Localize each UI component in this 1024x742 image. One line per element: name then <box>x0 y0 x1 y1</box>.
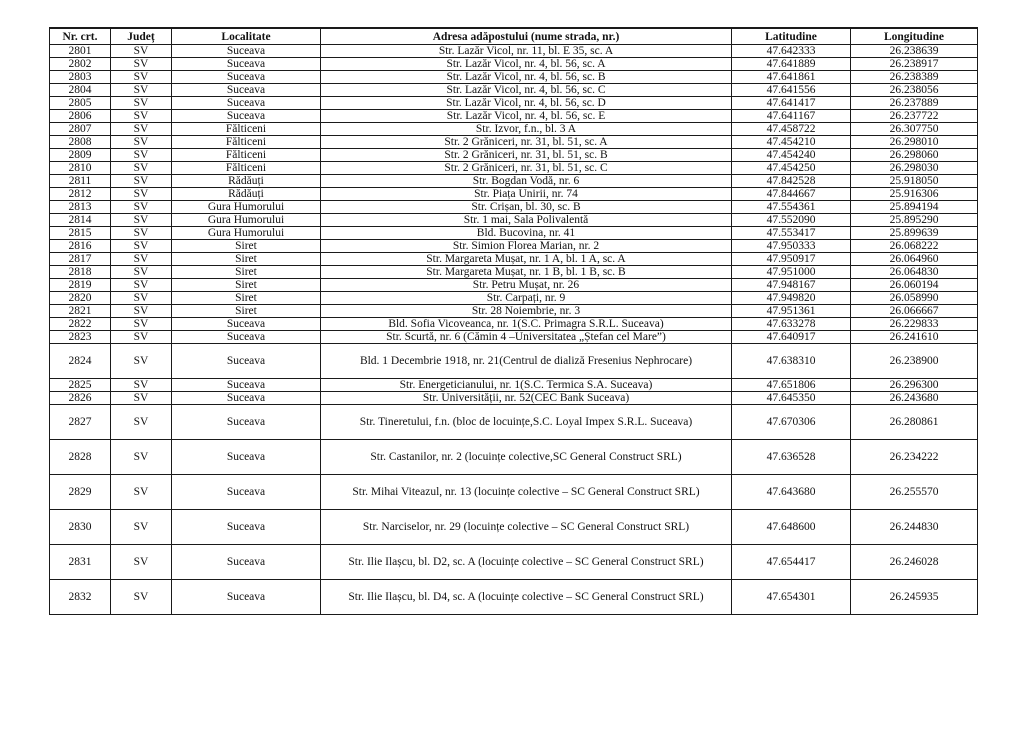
cell-longitudine: 26.246028 <box>851 545 978 580</box>
cell-adresa: Str. Lazăr Vicol, nr. 4, bl. 56, sc. E <box>321 110 732 123</box>
cell-adresa: Str. Simion Florea Marian, nr. 2 <box>321 240 732 253</box>
cell-localitate: Siret <box>172 305 321 318</box>
cell-latitudine: 47.641861 <box>732 71 851 84</box>
table-row <box>50 123 978 136</box>
cell-adresa: Str. Mihai Viteazul, nr. 13 (locuințe colective – SC General Construct SRL) <box>321 475 732 510</box>
cell-adresa: Str. Crișan, bl. 30, sc. B <box>321 201 732 214</box>
cell-localitate: Suceava <box>172 58 321 71</box>
cell-judet: SV <box>111 379 172 392</box>
cell-judet: SV <box>111 149 172 162</box>
cell-latitudine: 47.641167 <box>732 110 851 123</box>
cell-judet: SV <box>111 392 172 405</box>
cell-latitudine: 47.950917 <box>732 253 851 266</box>
cell-nr-crt: 2801 <box>50 45 111 58</box>
cell-adresa: Str. Lazăr Vicol, nr. 4, bl. 56, sc. D <box>321 97 732 110</box>
table-row <box>50 175 978 188</box>
cell-localitate: Suceava <box>172 545 321 580</box>
cell-nr-crt: 2802 <box>50 58 111 71</box>
cell-longitudine: 26.241610 <box>851 331 978 344</box>
cell-nr-crt: 2814 <box>50 214 111 227</box>
cell-judet: SV <box>111 227 172 240</box>
cell-judet: SV <box>111 188 172 201</box>
header-localitate: Localitate <box>172 28 321 45</box>
cell-adresa: Str. Energeticianului, nr. 1(S.C. Termica S.A. Suceava) <box>321 379 732 392</box>
cell-localitate: Rădăuți <box>172 175 321 188</box>
cell-latitudine: 47.950333 <box>732 240 851 253</box>
cell-longitudine: 26.238389 <box>851 71 978 84</box>
table-row <box>50 318 978 331</box>
cell-longitudine: 26.064960 <box>851 253 978 266</box>
cell-localitate: Suceava <box>172 45 321 58</box>
cell-localitate: Suceava <box>172 580 321 615</box>
cell-judet: SV <box>111 279 172 292</box>
cell-longitudine: 26.058990 <box>851 292 978 305</box>
cell-adresa: Str. Margareta Mușat, nr. 1 A, bl. 1 A, sc. A <box>321 253 732 266</box>
cell-judet: SV <box>111 97 172 110</box>
table-row <box>50 201 978 214</box>
cell-nr-crt: 2831 <box>50 545 111 580</box>
table-row <box>50 71 978 84</box>
cell-localitate: Suceava <box>172 84 321 97</box>
cell-longitudine: 26.245935 <box>851 580 978 615</box>
cell-nr-crt: 2818 <box>50 266 111 279</box>
cell-latitudine: 47.645350 <box>732 392 851 405</box>
cell-localitate: Suceava <box>172 405 321 440</box>
cell-adresa: Str. Petru Mușat, nr. 26 <box>321 279 732 292</box>
cell-latitudine: 47.554361 <box>732 201 851 214</box>
cell-adresa: Str. Lazăr Vicol, nr. 11, bl. E 35, sc. A <box>321 45 732 58</box>
cell-longitudine: 26.068222 <box>851 240 978 253</box>
cell-localitate: Rădăuți <box>172 188 321 201</box>
table-row <box>50 162 978 175</box>
cell-judet: SV <box>111 475 172 510</box>
cell-longitudine: 26.280861 <box>851 405 978 440</box>
table-row <box>50 279 978 292</box>
cell-latitudine: 47.633278 <box>732 318 851 331</box>
cell-adresa: Str. Castanilor, nr. 2 (locuințe colective,SC General Construct SRL) <box>321 440 732 475</box>
cell-judet: SV <box>111 58 172 71</box>
cell-longitudine: 26.238917 <box>851 58 978 71</box>
cell-adresa: Str. Lazăr Vicol, nr. 4, bl. 56, sc. C <box>321 84 732 97</box>
cell-latitudine: 47.951361 <box>732 305 851 318</box>
cell-judet: SV <box>111 123 172 136</box>
cell-nr-crt: 2816 <box>50 240 111 253</box>
cell-adresa: Bld. 1 Decembrie 1918, nr. 21(Centrul de dializă Fresenius Nephrocare) <box>321 344 732 379</box>
cell-adresa: Str. 28 Noiembrie, nr. 3 <box>321 305 732 318</box>
cell-nr-crt: 2813 <box>50 201 111 214</box>
cell-localitate: Suceava <box>172 71 321 84</box>
table-row <box>50 110 978 123</box>
cell-longitudine: 26.229833 <box>851 318 978 331</box>
cell-longitudine: 26.238639 <box>851 45 978 58</box>
table-row <box>50 440 978 475</box>
cell-longitudine: 26.307750 <box>851 123 978 136</box>
cell-judet: SV <box>111 580 172 615</box>
shelter-table <box>49 27 978 615</box>
cell-adresa: Str. Margareta Mușat, nr. 1 B, bl. 1 B, sc. B <box>321 266 732 279</box>
cell-latitudine: 47.670306 <box>732 405 851 440</box>
cell-localitate: Siret <box>172 292 321 305</box>
cell-latitudine: 47.654301 <box>732 580 851 615</box>
cell-localitate: Suceava <box>172 344 321 379</box>
cell-longitudine: 26.298010 <box>851 136 978 149</box>
cell-localitate: Suceava <box>172 331 321 344</box>
cell-localitate: Suceava <box>172 440 321 475</box>
cell-longitudine: 26.238900 <box>851 344 978 379</box>
cell-judet: SV <box>111 292 172 305</box>
cell-latitudine: 47.654417 <box>732 545 851 580</box>
cell-judet: SV <box>111 136 172 149</box>
cell-judet: SV <box>111 214 172 227</box>
cell-localitate: Siret <box>172 253 321 266</box>
cell-judet: SV <box>111 318 172 331</box>
header-judet: Județ <box>111 28 172 45</box>
cell-latitudine: 47.454250 <box>732 162 851 175</box>
cell-judet: SV <box>111 266 172 279</box>
cell-adresa: Str. Bogdan Vodă, nr. 6 <box>321 175 732 188</box>
table-row <box>50 344 978 379</box>
cell-nr-crt: 2824 <box>50 344 111 379</box>
cell-judet: SV <box>111 110 172 123</box>
cell-judet: SV <box>111 71 172 84</box>
cell-nr-crt: 2830 <box>50 510 111 545</box>
cell-longitudine: 26.255570 <box>851 475 978 510</box>
cell-localitate: Suceava <box>172 510 321 545</box>
cell-longitudine: 26.060194 <box>851 279 978 292</box>
cell-longitudine: 26.066667 <box>851 305 978 318</box>
cell-longitudine: 26.064830 <box>851 266 978 279</box>
cell-longitudine: 26.234222 <box>851 440 978 475</box>
cell-localitate: Suceava <box>172 318 321 331</box>
cell-nr-crt: 2826 <box>50 392 111 405</box>
cell-localitate: Siret <box>172 266 321 279</box>
cell-longitudine: 26.243680 <box>851 392 978 405</box>
cell-latitudine: 47.641889 <box>732 58 851 71</box>
table-row <box>50 240 978 253</box>
cell-localitate: Fălticeni <box>172 149 321 162</box>
cell-adresa: Str. Lazăr Vicol, nr. 4, bl. 56, sc. A <box>321 58 732 71</box>
cell-adresa: Str. Lazăr Vicol, nr. 4, bl. 56, sc. B <box>321 71 732 84</box>
cell-longitudine: 26.298030 <box>851 162 978 175</box>
header-adresa: Adresa adăpostului (nume strada, nr.) <box>321 28 732 45</box>
cell-latitudine: 47.454240 <box>732 149 851 162</box>
cell-latitudine: 47.949820 <box>732 292 851 305</box>
table-row <box>50 84 978 97</box>
cell-judet: SV <box>111 331 172 344</box>
table-row <box>50 58 978 71</box>
cell-longitudine: 25.894194 <box>851 201 978 214</box>
table-row <box>50 510 978 545</box>
cell-adresa: Str. Ilie Ilașcu, bl. D4, sc. A (locuințe colective – SC General Construct SRL) <box>321 580 732 615</box>
table-row <box>50 580 978 615</box>
cell-longitudine: 25.916306 <box>851 188 978 201</box>
cell-nr-crt: 2832 <box>50 580 111 615</box>
cell-adresa: Str. Ilie Ilașcu, bl. D2, sc. A (locuințe colective – SC General Construct SRL) <box>321 545 732 580</box>
table-row <box>50 331 978 344</box>
table-row <box>50 292 978 305</box>
cell-judet: SV <box>111 175 172 188</box>
cell-latitudine: 47.642333 <box>732 45 851 58</box>
cell-latitudine: 47.948167 <box>732 279 851 292</box>
cell-judet: SV <box>111 305 172 318</box>
cell-localitate: Fălticeni <box>172 162 321 175</box>
cell-longitudine: 25.895290 <box>851 214 978 227</box>
cell-judet: SV <box>111 201 172 214</box>
cell-judet: SV <box>111 45 172 58</box>
cell-adresa: Str. Izvor, f.n., bl. 3 A <box>321 123 732 136</box>
cell-longitudine: 26.237889 <box>851 97 978 110</box>
cell-nr-crt: 2804 <box>50 84 111 97</box>
cell-nr-crt: 2827 <box>50 405 111 440</box>
cell-localitate: Gura Humorului <box>172 227 321 240</box>
cell-judet: SV <box>111 545 172 580</box>
cell-nr-crt: 2817 <box>50 253 111 266</box>
cell-longitudine: 25.918050 <box>851 175 978 188</box>
cell-latitudine: 47.643680 <box>732 475 851 510</box>
cell-nr-crt: 2823 <box>50 331 111 344</box>
cell-judet: SV <box>111 440 172 475</box>
cell-nr-crt: 2803 <box>50 71 111 84</box>
cell-adresa: Str. 2 Grăniceri, nr. 31, bl. 51, sc. A <box>321 136 732 149</box>
cell-adresa: Str. 2 Grăniceri, nr. 31, bl. 51, sc. C <box>321 162 732 175</box>
cell-latitudine: 47.641556 <box>732 84 851 97</box>
table-row <box>50 227 978 240</box>
cell-adresa: Str. Tineretului, f.n. (bloc de locuințe,S.C. Loyal Impex S.R.L. Suceava) <box>321 405 732 440</box>
cell-judet: SV <box>111 162 172 175</box>
cell-latitudine: 47.844667 <box>732 188 851 201</box>
cell-localitate: Fălticeni <box>172 136 321 149</box>
cell-localitate: Suceava <box>172 379 321 392</box>
cell-latitudine: 47.651806 <box>732 379 851 392</box>
cell-adresa: Str. 2 Grăniceri, nr. 31, bl. 51, sc. B <box>321 149 732 162</box>
cell-latitudine: 47.636528 <box>732 440 851 475</box>
header-nr-crt: Nr. crt. <box>50 28 111 45</box>
cell-nr-crt: 2806 <box>50 110 111 123</box>
cell-longitudine: 26.296300 <box>851 379 978 392</box>
cell-nr-crt: 2805 <box>50 97 111 110</box>
cell-latitudine: 47.638310 <box>732 344 851 379</box>
cell-adresa: Str. Carpați, nr. 9 <box>321 292 732 305</box>
cell-nr-crt: 2828 <box>50 440 111 475</box>
cell-nr-crt: 2809 <box>50 149 111 162</box>
cell-nr-crt: 2821 <box>50 305 111 318</box>
table-row <box>50 545 978 580</box>
header-longitudine: Longitudine <box>851 28 978 45</box>
table-row <box>50 405 978 440</box>
cell-longitudine: 25.899639 <box>851 227 978 240</box>
cell-nr-crt: 2807 <box>50 123 111 136</box>
cell-judet: SV <box>111 253 172 266</box>
cell-adresa: Str. Piața Unirii, nr. 74 <box>321 188 732 201</box>
cell-latitudine: 47.641417 <box>732 97 851 110</box>
cell-judet: SV <box>111 240 172 253</box>
cell-localitate: Suceava <box>172 97 321 110</box>
table-row <box>50 149 978 162</box>
cell-adresa: Str. Scurtă, nr. 6 (Cămin 4 –Universitatea „Ștefan cel Mare”) <box>321 331 732 344</box>
cell-longitudine: 26.238056 <box>851 84 978 97</box>
table-row <box>50 305 978 318</box>
cell-latitudine: 47.458722 <box>732 123 851 136</box>
table-row <box>50 253 978 266</box>
table-row <box>50 97 978 110</box>
cell-localitate: Suceava <box>172 392 321 405</box>
cell-nr-crt: 2822 <box>50 318 111 331</box>
cell-nr-crt: 2825 <box>50 379 111 392</box>
table-header-row <box>50 28 978 45</box>
table-row <box>50 475 978 510</box>
cell-adresa: Bld. Sofia Vicoveanca, nr. 1(S.C. Primagra S.R.L. Suceava) <box>321 318 732 331</box>
cell-latitudine: 47.553417 <box>732 227 851 240</box>
table-row <box>50 266 978 279</box>
table-row <box>50 392 978 405</box>
cell-localitate: Gura Humorului <box>172 214 321 227</box>
table-row <box>50 45 978 58</box>
cell-localitate: Suceava <box>172 110 321 123</box>
table-row <box>50 136 978 149</box>
cell-longitudine: 26.244830 <box>851 510 978 545</box>
cell-nr-crt: 2819 <box>50 279 111 292</box>
cell-localitate: Fălticeni <box>172 123 321 136</box>
cell-nr-crt: 2810 <box>50 162 111 175</box>
cell-adresa: Bld. Bucovina, nr. 41 <box>321 227 732 240</box>
cell-judet: SV <box>111 344 172 379</box>
cell-nr-crt: 2811 <box>50 175 111 188</box>
table-row <box>50 188 978 201</box>
cell-nr-crt: 2808 <box>50 136 111 149</box>
cell-latitudine: 47.648600 <box>732 510 851 545</box>
cell-adresa: Str. 1 mai, Sala Polivalentă <box>321 214 732 227</box>
cell-judet: SV <box>111 405 172 440</box>
table-row <box>50 214 978 227</box>
table-row <box>50 379 978 392</box>
cell-longitudine: 26.237722 <box>851 110 978 123</box>
cell-localitate: Siret <box>172 279 321 292</box>
header-latitudine: Latitudine <box>732 28 851 45</box>
cell-adresa: Str. Universității, nr. 52(CEC Bank Suceava) <box>321 392 732 405</box>
cell-latitudine: 47.640917 <box>732 331 851 344</box>
cell-latitudine: 47.552090 <box>732 214 851 227</box>
cell-latitudine: 47.951000 <box>732 266 851 279</box>
cell-judet: SV <box>111 84 172 97</box>
cell-longitudine: 26.298060 <box>851 149 978 162</box>
cell-latitudine: 47.454210 <box>732 136 851 149</box>
cell-nr-crt: 2812 <box>50 188 111 201</box>
cell-nr-crt: 2815 <box>50 227 111 240</box>
cell-latitudine: 47.842528 <box>732 175 851 188</box>
cell-nr-crt: 2829 <box>50 475 111 510</box>
cell-adresa: Str. Narciselor, nr. 29 (locuințe colective – SC General Construct SRL) <box>321 510 732 545</box>
cell-localitate: Siret <box>172 240 321 253</box>
cell-nr-crt: 2820 <box>50 292 111 305</box>
cell-localitate: Gura Humorului <box>172 201 321 214</box>
cell-localitate: Suceava <box>172 475 321 510</box>
table-body <box>50 45 978 615</box>
cell-judet: SV <box>111 510 172 545</box>
